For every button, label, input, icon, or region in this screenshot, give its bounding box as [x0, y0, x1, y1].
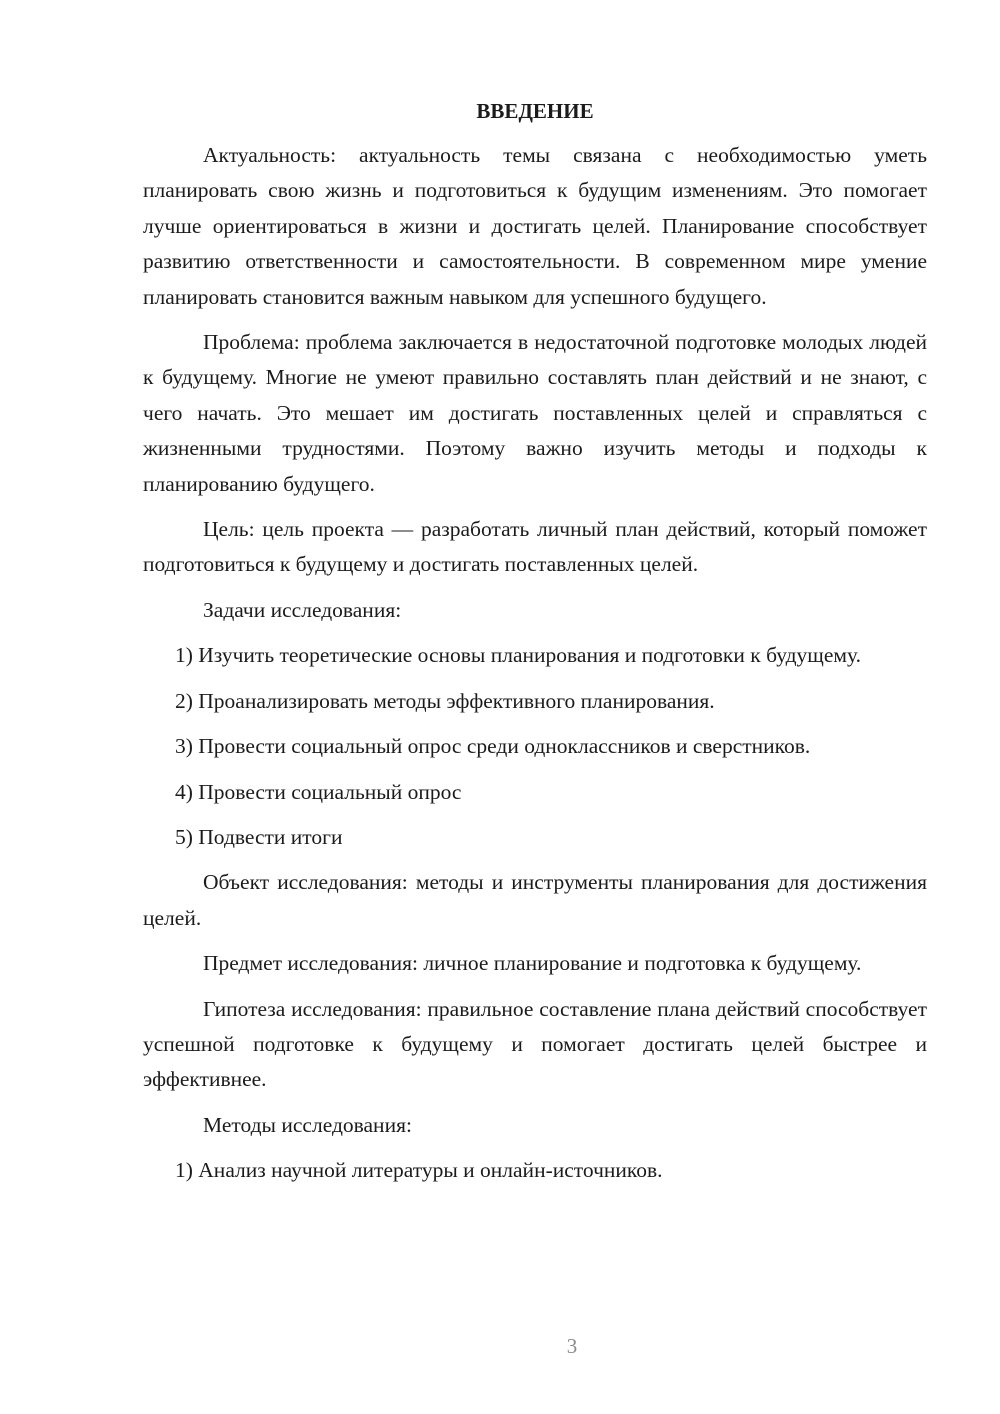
task-item-1: 1) Изучить теоретические основы планирования и подготовки к будущему.	[175, 643, 861, 668]
method-item-1: 1) Анализ научной литературы и онлайн-источников.	[175, 1158, 663, 1183]
hypothesis-paragraph: Гипотеза исследования: правильное составление плана действий способствует успешной подготовке к будущему и помогает достигать целей быстрее и эффективнее.	[143, 996, 927, 1092]
subject-paragraph: Предмет исследования: личное планирование и подготовка к будущему.	[203, 951, 862, 976]
task-item-3: 3) Провести социальный опрос среди одноклассников и сверстников.	[175, 734, 811, 759]
document-page	[143, 96, 927, 1199]
problem-paragraph: Проблема: проблема заключается в недостаточной подготовке молодых людей к будущему. Многие не умеют правильно составлять план действий и не знают, с чего начать. Это мешает им достигать поставленных целей и справляться с жизненными трудностями. Поэтому важно изучить методы и подходы к планированию будущего.	[143, 330, 927, 496]
page-number: 3	[566, 1334, 578, 1358]
methods-heading: Методы исследования:	[203, 1112, 412, 1137]
goal-paragraph: Цель: цель проекта — разработать личный план действий, который поможет подготовиться к будущему и достигать поставленных целей.	[143, 517, 927, 577]
relevance-paragraph: Актуальность: актуальность темы связана с необходимостью уметь планировать свою жизнь и подготовиться к будущим изменениям. Это помогает лучше ориентироваться в жизни и достигать целей. Планирование способствует развитию ответственности и самостоятельности. В современном мире умение планировать становится важным навыком для успешного будущего.	[143, 143, 927, 309]
task-item-5: 5) Подвести итоги	[175, 824, 343, 849]
section-title: ВВЕДЕНИЕ	[476, 99, 594, 123]
task-item-2: 2) Проанализировать методы эффективного планирования.	[175, 688, 715, 713]
object-paragraph: Объект исследования: методы и инструменты планирования для достижения целей.	[143, 870, 927, 930]
task-item-4: 4) Провести социальный опрос	[175, 779, 462, 804]
tasks-heading: Задачи исследования:	[203, 597, 402, 622]
